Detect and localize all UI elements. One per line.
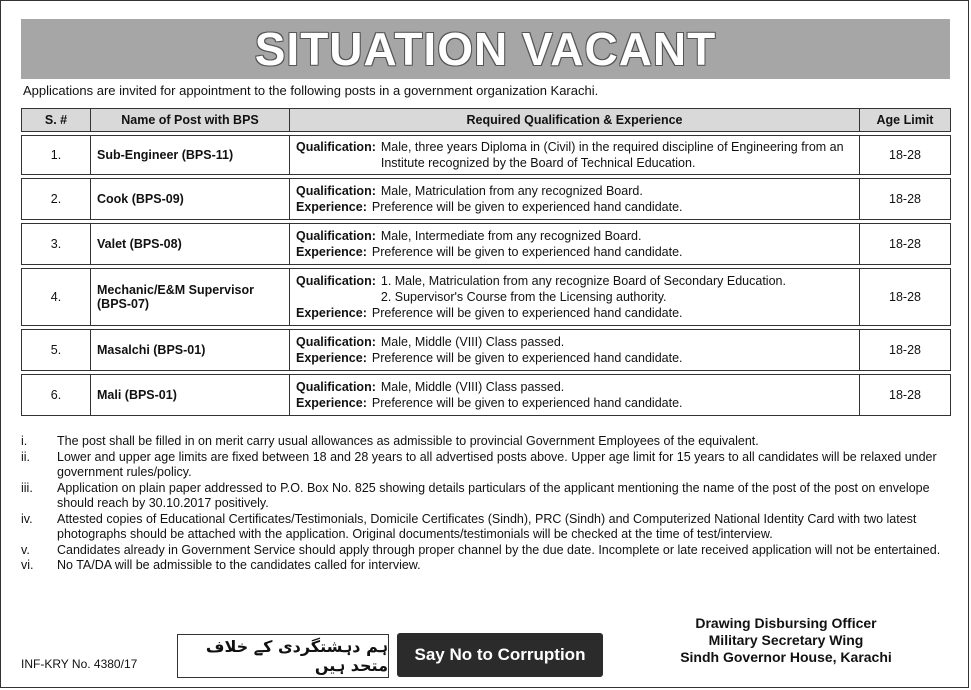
requirement-text: 2. Supervisor's Course from the Licensing authority. — [380, 290, 667, 304]
row-requirements — [290, 178, 860, 220]
note-text: Application on plain paper addressed to P.O. Box No. 825 showing details particulars of the applicant mentioning the name of the post of the post on envelope should reach by 30.10.2017 positively. — [57, 480, 930, 510]
list-item — [21, 481, 953, 512]
notes-list — [21, 434, 953, 574]
page-title: SITUATION VACANT — [21, 19, 950, 79]
list-item — [21, 450, 953, 481]
requirement-line — [296, 273, 853, 289]
list-item — [21, 543, 953, 559]
urdu-slogan-text: ہم دہشتگردی کے خلاف متحد ہیں — [205, 637, 388, 675]
row-age-limit: 18-28 — [860, 178, 951, 220]
requirement-line — [296, 379, 853, 395]
row-age-limit: 18-28 — [860, 223, 951, 265]
row-post-name: Masalchi (BPS-01) — [91, 329, 290, 371]
table-row — [21, 135, 951, 175]
row-sn: 3. — [21, 223, 91, 265]
urdu-slogan — [177, 634, 389, 678]
posts-table — [21, 105, 951, 419]
note-text: Attested copies of Educational Certificates/Testimonials, Domicile Certificates (Sindh), PRC (Sindh) and Computerized National Identity Card with two latest photographs should be attached with the application. Original documents/testimonials will be checked at the time of test/interview. — [57, 511, 917, 541]
requirement-text: Preference will be given to experienced hand candidate. — [371, 245, 683, 259]
row-post-name: Mechanic/E&M Supervisor (BPS-07) — [91, 268, 290, 326]
row-age-limit: 18-28 — [860, 374, 951, 416]
note-number: i. — [21, 434, 28, 448]
table-header-row — [21, 108, 951, 132]
requirement-text: Male, Intermediate from any recognized Board. — [380, 229, 642, 243]
requirement-text: Preference will be given to experienced hand candidate. — [371, 200, 683, 214]
row-age-limit: 18-28 — [860, 268, 951, 326]
row-age-limit: 18-28 — [860, 135, 951, 175]
requirement-text: Preference will be given to experienced hand candidate. — [371, 396, 683, 410]
requirement-line — [296, 334, 853, 350]
row-post-name: Valet (BPS-08) — [91, 223, 290, 265]
row-post-name: Mali (BPS-01) — [91, 374, 290, 416]
header-age: Age Limit — [860, 108, 951, 132]
requirement-line — [296, 305, 853, 321]
note-text: Candidates already in Government Service should apply through proper channel by the due date. Incomplete or late received application will not be entertained. — [57, 542, 941, 557]
requirement-label: Qualification: — [296, 184, 376, 198]
note-text: Lower and upper age limits are fixed between 18 and 28 years to all advertised posts above. Upper age limit for 15 years to all candidates will be relaxed under government rules/policy. — [57, 449, 937, 479]
requirement-line — [296, 350, 853, 366]
row-requirements — [290, 223, 860, 265]
intro-text: Applications are invited for appointment to the following posts in a government organization Karachi. — [23, 83, 599, 98]
requirement-label: Experience: — [296, 396, 367, 410]
table-row — [21, 329, 951, 371]
requirement-text: 1. Male, Matriculation from any recognize Board of Secondary Education. — [380, 274, 786, 288]
signature-block — [641, 615, 931, 666]
note-text: No TA/DA will be admissible to the candidates called for interview. — [57, 558, 421, 572]
note-number: ii. — [21, 449, 31, 464]
row-requirements — [290, 135, 860, 175]
requirement-label: Experience: — [296, 200, 367, 214]
header-qualification: Required Qualification & Experience — [290, 108, 860, 132]
row-requirements — [290, 329, 860, 371]
note-number: iii. — [21, 480, 33, 495]
note-number: iv. — [21, 511, 33, 526]
requirement-text: Preference will be given to experienced hand candidate. — [371, 351, 683, 365]
requirement-line — [296, 244, 853, 260]
row-requirements — [290, 374, 860, 416]
row-sn: 4. — [21, 268, 91, 326]
table-row — [21, 374, 951, 416]
header-post: Name of Post with BPS — [91, 108, 290, 132]
requirement-label: Qualification: — [296, 140, 376, 154]
list-item — [21, 512, 953, 543]
requirement-label: Qualification: — [296, 335, 376, 349]
row-sn: 5. — [21, 329, 91, 371]
row-age-limit: 18-28 — [860, 329, 951, 371]
requirement-text: Male, three years Diploma in (Civil) in the required discipline of Engineering from an Institute recognized by the Board of Technical Education. — [380, 140, 844, 170]
requirement-text: Male, Middle (VIII) Class passed. — [380, 380, 565, 394]
requirement-line — [296, 139, 853, 171]
requirement-text: Male, Matriculation from any recognized Board. — [380, 184, 643, 198]
note-number: v. — [21, 542, 30, 557]
requirement-label: Qualification: — [296, 229, 376, 243]
requirement-text: Preference will be given to experienced hand candidate. — [371, 306, 683, 320]
requirement-line — [296, 228, 853, 244]
table-row — [21, 268, 951, 326]
list-item — [21, 434, 953, 450]
requirement-text: Male, Middle (VIII) Class passed. — [380, 335, 565, 349]
requirement-line — [296, 183, 853, 199]
row-sn: 1. — [21, 135, 91, 175]
header-sn: S. # — [21, 108, 91, 132]
requirement-line — [296, 199, 853, 215]
row-sn: 6. — [21, 374, 91, 416]
requirement-line — [296, 395, 853, 411]
note-text: The post shall be filled in on merit carry usual allowances as admissible to provincial Government Employees of the equivalent. — [57, 434, 759, 448]
signature-line: Drawing Disbursing Officer — [695, 615, 877, 631]
row-sn: 2. — [21, 178, 91, 220]
table-row — [21, 178, 951, 220]
requirement-line — [296, 289, 853, 305]
list-item — [21, 558, 953, 574]
requirement-label: Qualification: — [296, 274, 376, 288]
signature-line: Sindh Governor House, Karachi — [680, 649, 892, 665]
row-post-name: Cook (BPS-09) — [91, 178, 290, 220]
reference-number: INF-KRY No. 4380/17 — [21, 657, 138, 671]
table-row — [21, 223, 951, 265]
requirement-label: Qualification: — [296, 380, 376, 394]
requirement-label: Experience: — [296, 245, 367, 259]
signature-line: Military Secretary Wing — [708, 632, 864, 648]
row-post-name: Sub-Engineer (BPS-11) — [91, 135, 290, 175]
row-requirements — [290, 268, 860, 326]
note-number: vi. — [21, 558, 34, 572]
requirement-label: Experience: — [296, 306, 367, 320]
say-no-to-corruption-badge: Say No to Corruption — [397, 633, 603, 677]
requirement-label: Experience: — [296, 351, 367, 365]
